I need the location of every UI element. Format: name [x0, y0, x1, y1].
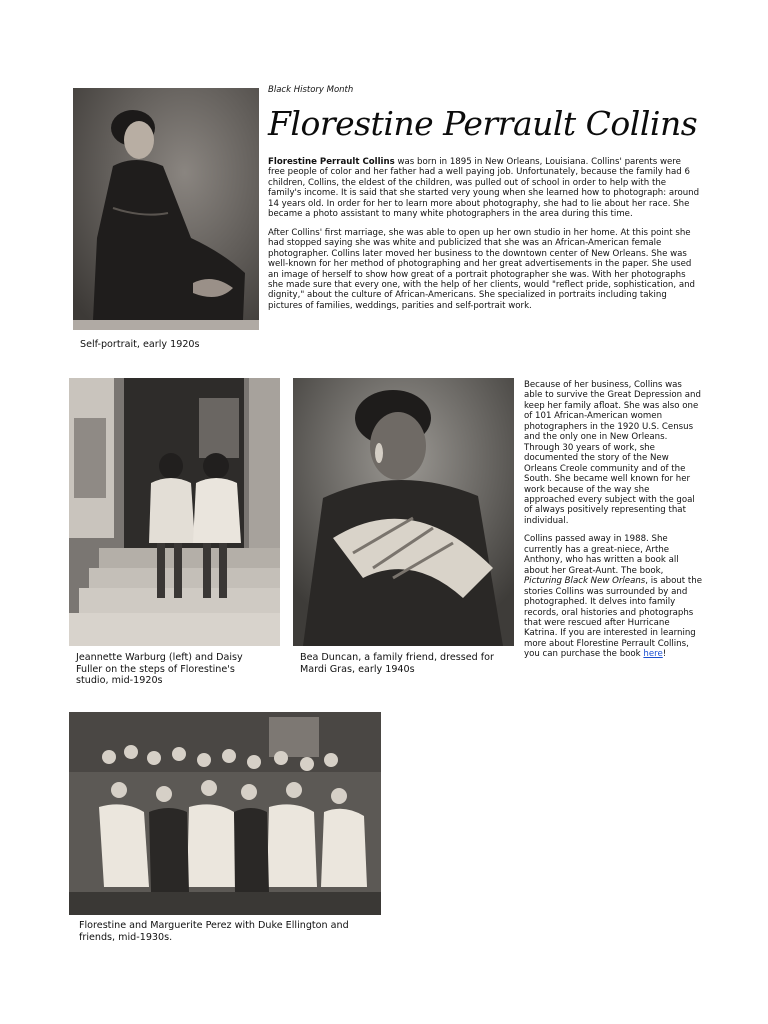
self-portrait-caption: Self-portrait, early 1920s — [80, 339, 200, 350]
self-portrait-photo — [73, 88, 259, 330]
subject-name: Florestine Perrault Collins — [268, 157, 395, 167]
group-caption: Florestine and Marguerite Perez with Duke Ellington and friends, mid-1930s. — [79, 920, 349, 943]
group-photo — [69, 712, 381, 915]
eyebrow-label: Black History Month — [268, 85, 354, 95]
bea-duncan-caption: Bea Duncan, a family friend, dressed for Mardi Gras, early 1940s — [300, 652, 494, 675]
side-paragraph-2: Collins passed away in 1988. She currently has a great-niece, Arthe Anthony, who has written a book all about her Great-Aunt. The book, Picturing Black New Orleans, is about the stories Collins was surrounded by and photographed. It delves into family records, oral histories and photographs that were rescued after Hurricane Katrina. If you are interested in learning more about Florestine Perrault Collins, you can purchase the book here! — [524, 534, 702, 660]
book-purchase-link[interactable]: here — [643, 649, 663, 660]
bea-duncan-photo — [293, 378, 514, 646]
intro-text — [268, 157, 700, 319]
steps-caption: Jeannette Warburg (left) and Daisy Fuller on the steps of Florestine's studio, mid-1920s — [76, 652, 243, 686]
intro-paragraph-2: After Collins' first marriage, she was able to open up her own studio in her home. At this point she had stopped saying she was white and publicized that she was an African-American female photographer. Collins later moved her business to the downtown center of New Orleans. She was well-known for her method of photographing and her great advertisements in the paper. She used an image of herself to show how great of a portrait photographer she was. With her photographs she made sure that every one, with the help of her clients, would "reflect pride, sophistication, and dignity," about the culture of African-Americans. She specialized in portraits including taking pictures of families, weddings, parities and self-portrait work. — [268, 227, 695, 311]
page-title: Florestine Perrault Collins — [268, 104, 698, 143]
side-text — [524, 380, 702, 668]
intro-paragraph-1: Florestine Perrault Collins was born in 1895 in New Orleans, Louisiana. Collins' parents were free people of color and her father had a well paying job. Unfortunately, because the family had 6 children, Collins, the eldest of the children, was pulled out of school in order to help with the family's income. It is said that she started very young when she learned how to photograph: around 14 years old. In order for her to learn more about photography, she had to lie about her race. She became a photo assistant to many white photographers in the area during this time. — [268, 157, 700, 220]
steps-photo — [69, 378, 280, 646]
side-paragraph-1: Because of her business, Collins was able to survive the Great Depression and keep her family afloat. She was also one of 101 African-American women photographers in the 1920 U.S. Census and the only one in New Orleans. Through 30 years of work, she documented the story of the New Orleans Creole community and of the South. She became well known for her work because of the way she approached every subject with the goal of always positively representing that individual. — [524, 380, 701, 526]
book-title: Picturing Black New Orleans — [524, 576, 646, 587]
